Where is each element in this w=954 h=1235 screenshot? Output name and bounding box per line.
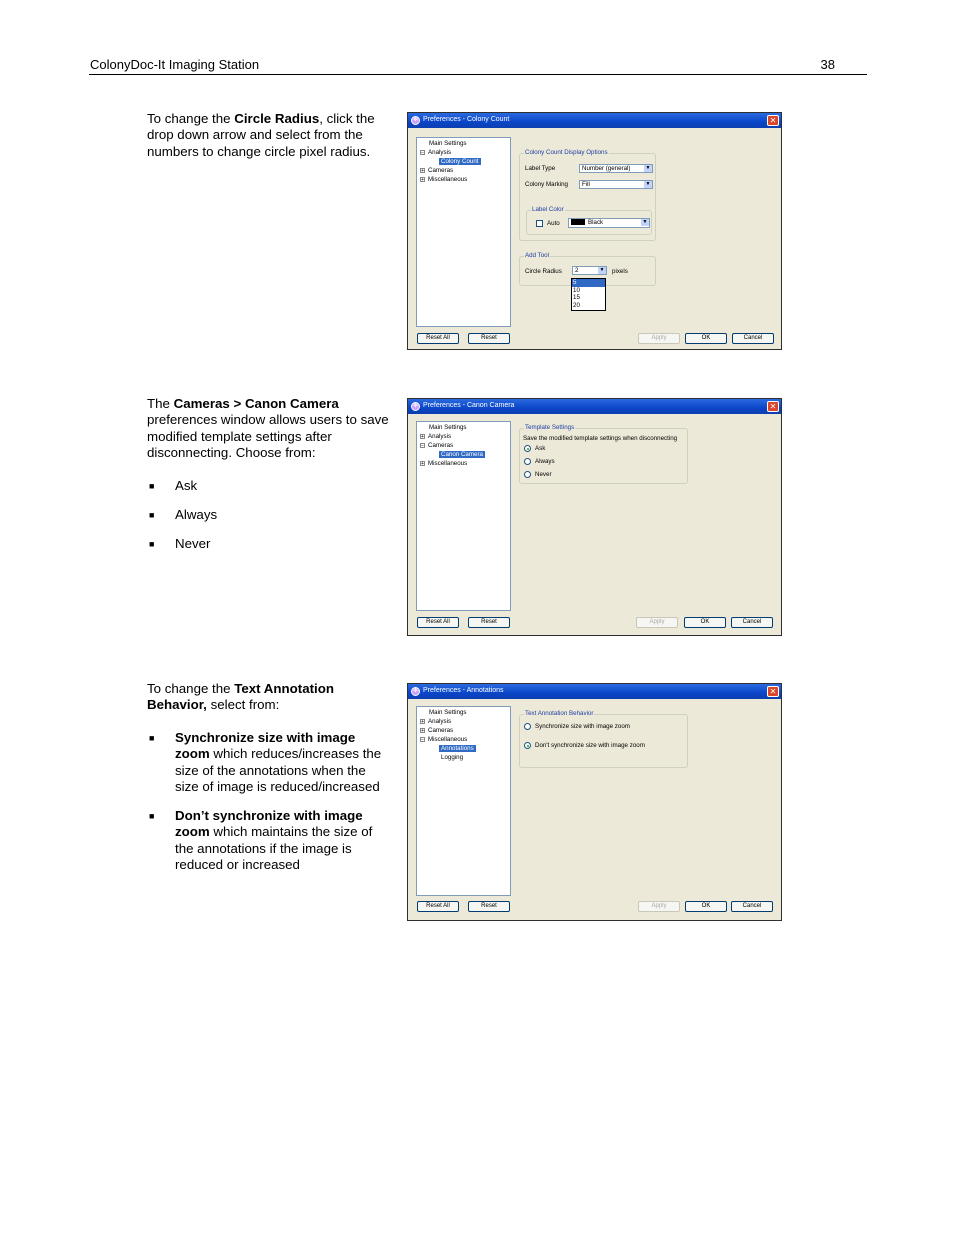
always-label: Always xyxy=(535,458,555,465)
title-bar xyxy=(408,399,781,414)
selected-value: Number (general) xyxy=(582,165,631,172)
title-bar xyxy=(408,113,781,128)
paragraph xyxy=(147,396,392,462)
bold-text: Cameras > Canon Camera xyxy=(173,396,339,411)
color-swatch xyxy=(571,219,585,225)
never-label: Never xyxy=(535,471,552,478)
reset-all-button[interactable]: Reset All xyxy=(417,617,459,628)
selected-value: 2 xyxy=(575,267,579,274)
text: To change the xyxy=(147,111,235,126)
window-title: Preferences - Annotations xyxy=(423,687,504,694)
tree-item-main-settings[interactable]: Main Settings xyxy=(429,140,467,147)
close-button[interactable]: ✕ xyxy=(767,401,779,412)
list-item: ■ Ask xyxy=(149,477,198,493)
reset-all-button[interactable]: Reset All xyxy=(417,333,459,344)
tree-label: Analysis xyxy=(428,433,452,440)
settings-tree xyxy=(416,706,511,896)
reset-button[interactable]: Reset xyxy=(468,333,510,344)
options-list xyxy=(147,478,392,552)
bold-text: Don’t synchronize with image zoom xyxy=(175,808,363,840)
bold-text: Synchronize size with image zoom xyxy=(175,729,356,762)
expand-icon[interactable]: + xyxy=(421,176,424,183)
app-icon: ✻ xyxy=(412,117,419,123)
annotation-behavior-description xyxy=(147,681,392,886)
apply-button[interactable]: Apply xyxy=(636,617,678,628)
chevron-down-icon[interactable]: ▼ xyxy=(599,267,605,273)
cancel-button[interactable]: Cancel xyxy=(731,617,773,628)
dont-synchronize-radio[interactable] xyxy=(524,742,531,749)
paragraph xyxy=(147,681,392,714)
reset-button[interactable]: Reset xyxy=(468,617,510,628)
tree-item-main-settings[interactable]: Main Settings xyxy=(429,709,467,716)
template-settings-group xyxy=(519,424,688,484)
tree-label: Cameras xyxy=(428,727,454,734)
list-item: ■ Never xyxy=(149,535,211,551)
tree-label: Miscellaneous xyxy=(428,176,468,183)
dropdown-option[interactable]: 20 xyxy=(573,301,580,309)
page-number: 38 xyxy=(820,57,835,72)
circle-radius-description xyxy=(147,111,392,160)
selected-value: Fill xyxy=(582,181,590,188)
options-list xyxy=(147,730,392,874)
never-radio[interactable] xyxy=(524,471,531,478)
tree-item-cameras[interactable] xyxy=(420,442,453,449)
collapse-icon[interactable]: − xyxy=(421,442,424,449)
tree-label: Miscellaneous xyxy=(428,736,468,743)
page-header xyxy=(89,56,867,75)
chevron-down-icon[interactable]: ▼ xyxy=(645,181,651,187)
canon-camera-description xyxy=(147,396,392,565)
tree-item-analysis[interactable] xyxy=(420,149,451,156)
settings-tree xyxy=(416,421,511,611)
tree-item-analysis[interactable] xyxy=(420,433,451,440)
selected-value: Black xyxy=(588,219,604,226)
ask-label: Ask xyxy=(535,445,546,452)
group-label: Colony Count Display Options xyxy=(525,149,608,156)
tree-label: Cameras xyxy=(428,167,454,174)
text: Always xyxy=(175,506,218,522)
document-title: ColonyDoc-It Imaging Station xyxy=(90,57,260,72)
preferences-annotations-dialog xyxy=(407,683,782,921)
tree-item-canon-camera[interactable]: Canon Camera xyxy=(441,451,483,458)
tree-label: Miscellaneous xyxy=(428,460,468,467)
text: which reduces/increases the size of the annotations when the size of image is reduced/increased xyxy=(175,746,382,795)
list-item: ■ Synchronize size with image zoom which reduces/increases the size of the annotations when the size of image is reduced/increased xyxy=(149,729,382,795)
tree-item-logging[interactable]: Logging xyxy=(441,754,464,761)
tree-item-cameras[interactable] xyxy=(420,727,453,734)
title-bar xyxy=(408,684,781,699)
list-item: ■ Always xyxy=(149,506,218,522)
display-options-group xyxy=(519,149,656,241)
text: which maintains the size of the annotations if the image is reduced or increased xyxy=(175,824,373,873)
cancel-button[interactable]: Cancel xyxy=(732,333,774,344)
text: , click the drop down arrow and select from the numbers to change circle pixel radius. xyxy=(147,111,375,159)
bold-text: Text Annotation Behavior, xyxy=(147,681,334,713)
ok-button[interactable]: OK xyxy=(684,617,726,628)
bold-text: Circle Radius xyxy=(234,111,320,126)
dropdown-option[interactable]: 10 xyxy=(573,286,580,294)
synchronize-radio[interactable] xyxy=(524,723,531,730)
color-select[interactable] xyxy=(568,218,650,228)
preferences-colony-count-dialog xyxy=(407,112,782,350)
text: Ask xyxy=(175,477,198,493)
label-type-label: Label Type xyxy=(525,165,556,172)
ok-button[interactable]: OK xyxy=(685,901,727,912)
dont-synchronize-label: Don't synchronize size with image zoom xyxy=(535,742,645,749)
reset-button[interactable]: Reset xyxy=(468,901,510,912)
auto-label: Auto xyxy=(547,220,560,227)
colony-marking-select[interactable] xyxy=(579,180,653,189)
expand-icon[interactable]: + xyxy=(421,460,424,467)
text: To change the xyxy=(147,681,235,696)
expand-icon[interactable]: + xyxy=(421,433,424,440)
circle-radius-label: Circle Radius xyxy=(525,268,562,275)
pixels-label: pixels xyxy=(612,268,628,275)
reset-all-button[interactable]: Reset All xyxy=(417,901,459,912)
close-button[interactable]: ✕ xyxy=(767,686,779,697)
collapse-icon[interactable]: − xyxy=(421,736,424,743)
expand-icon[interactable]: + xyxy=(421,727,424,734)
chevron-down-icon[interactable]: ▼ xyxy=(645,165,651,171)
tree-label: Analysis xyxy=(428,149,452,156)
tree-item-main-settings[interactable]: Main Settings xyxy=(429,424,467,431)
tree-item-analysis[interactable] xyxy=(420,718,451,725)
circle-radius-dropdown-list[interactable] xyxy=(571,278,606,311)
tree-item-colony-count[interactable]: Colony Count xyxy=(441,158,479,165)
ok-button[interactable]: OK xyxy=(685,333,727,344)
tree-item-miscellaneous[interactable] xyxy=(420,736,467,743)
chevron-down-icon[interactable]: ▼ xyxy=(642,219,648,225)
colony-marking-label: Colony Marking xyxy=(525,181,568,188)
dropdown-option[interactable]: 5 xyxy=(572,279,605,287)
group-label: Template Settings xyxy=(525,424,575,431)
text: select from: xyxy=(206,697,280,713)
paragraph xyxy=(147,111,392,160)
apply-button[interactable]: Apply xyxy=(638,333,680,344)
tree-item-annotations[interactable]: Annotations xyxy=(441,745,474,752)
apply-button[interactable]: Apply xyxy=(638,901,680,912)
dropdown-option[interactable]: 15 xyxy=(573,294,580,301)
circle-radius-select[interactable] xyxy=(572,266,607,275)
label-color-group xyxy=(526,206,652,235)
expand-icon[interactable]: + xyxy=(421,167,424,174)
group-label: Add Tool xyxy=(525,252,549,259)
tree-item-miscellaneous[interactable] xyxy=(420,176,467,183)
app-icon: ✻ xyxy=(412,403,419,409)
text: The xyxy=(147,396,174,411)
app-icon: ✻ xyxy=(412,688,419,694)
text: Never xyxy=(175,535,211,551)
text-annotation-behavior-group xyxy=(519,710,688,768)
tree-item-cameras[interactable] xyxy=(420,167,453,174)
question-text: Save the modified template settings when disconnecting xyxy=(523,435,678,442)
expand-icon[interactable]: + xyxy=(421,718,424,725)
preferences-canon-camera-dialog xyxy=(407,398,782,636)
window-title: Preferences - Colony Count xyxy=(423,116,510,123)
tree-label: Analysis xyxy=(428,718,452,725)
tree-item-miscellaneous[interactable] xyxy=(420,460,467,467)
tree-label: Cameras xyxy=(428,442,454,449)
window-title: Preferences - Canon Camera xyxy=(423,402,515,409)
label-type-select[interactable] xyxy=(579,164,653,173)
collapse-icon[interactable]: − xyxy=(421,149,424,156)
text: preferences window allows users to save modified template settings after disconnecting. Choose from: xyxy=(147,412,389,461)
synchronize-label: Synchronize size with image zoom xyxy=(535,723,630,730)
ask-radio[interactable] xyxy=(524,445,531,452)
group-label: Label Color xyxy=(532,206,564,213)
cancel-button[interactable]: Cancel xyxy=(731,901,773,912)
auto-checkbox[interactable] xyxy=(536,220,543,227)
close-button[interactable]: ✕ xyxy=(767,115,779,126)
always-radio[interactable] xyxy=(524,458,531,465)
list-item: ■ Don’t synchronize with image zoom which maintains the size of the annotations if the image is reduced or increased xyxy=(149,808,373,873)
group-label: Text Annotation Behavior xyxy=(525,710,594,717)
settings-tree xyxy=(416,137,511,327)
